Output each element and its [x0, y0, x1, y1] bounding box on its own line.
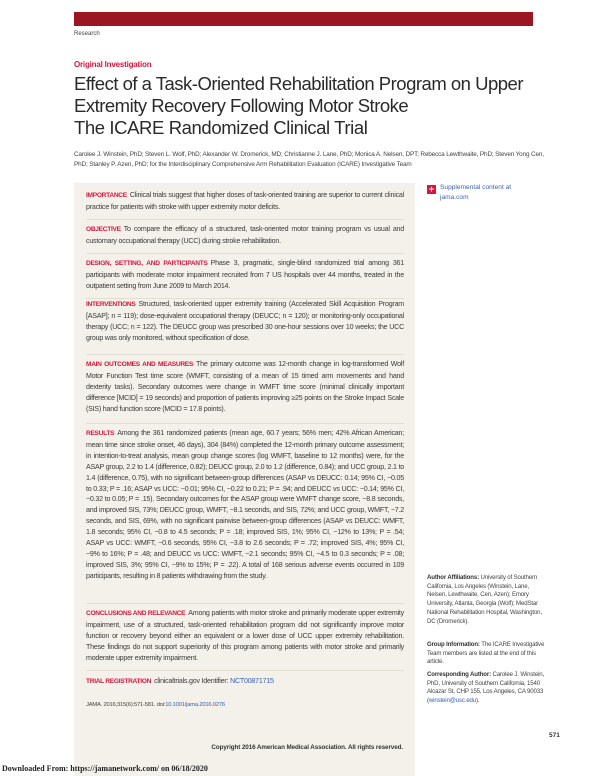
- corr-end: ).: [476, 697, 480, 705]
- divider: [86, 670, 404, 671]
- abstract-interventions: [86, 299, 404, 344]
- section-label: MAIN OUTCOMES AND MEASURES: [86, 361, 194, 368]
- corr-text: Carolee J. Winstein, PhD, University of Southern California, 1540 Alcazar St, CHP 155, Los Angeles, CA 90033 (: [427, 671, 545, 705]
- article-type: Original Investigation: [74, 60, 152, 69]
- author-list: Carolee J. Winstein, PhD; Steven L. Wolf, PhD; Alexander W. Dromerick, MD; Christianne J. Lane, PhD; Monica A. Nelsen, DPT; Rebecca Lewthwaite, PhD; Steven Yong Cen, PhD; Stanley P. Azen, PhD; for the Interdisciplinary Comprehensive Arm Rehabilitation Evaluation (ICARE) Investigative Team: [74, 151, 544, 168]
- section-label: IMPORTANCE: [86, 192, 127, 199]
- section-label: DESIGN, SETTING, AND PARTICIPANTS: [86, 260, 208, 267]
- abstract-registration: [86, 676, 404, 688]
- doi-link[interactable]: 10.1001/jama.2016.0276: [165, 702, 225, 708]
- section-label: INTERVENTIONS: [86, 301, 136, 308]
- download-notice: Downloaded From: https://jamanetwork.com/ on 06/18/2020: [2, 764, 208, 773]
- plus-icon: +: [428, 184, 435, 194]
- affiliations-label: Author Affiliations:: [427, 574, 479, 581]
- citation: [86, 702, 225, 708]
- section-text: Among patients with motor stroke and primarily moderate upper extremity impairment, use of a structured, task-oriented rehabilitation program did not significantly improve motor function or recovery beyond either an equivalent or a lower dose of UCC upper extremity rehabilitation. These findings do not support superiority of this program among patients with motor stroke and primarily moderate upper extremity impairment.: [86, 609, 404, 662]
- section-text: To compare the efficacy of a structured, task-oriented motor training program vs usual and customary occupational therapy (UCC) during stroke rehabilitation.: [86, 225, 404, 245]
- abstract-conclusions: [86, 608, 404, 664]
- abstract-outcomes: [86, 359, 404, 415]
- affiliations-text: University of Southern California, Los Angeles (Winstein, Lane, Nelsen, Lewthwaite, Cen, Azen); Emory University, Atlanta, Georgia (Wolf); MedStar National Rehabilitation Hospital, Washington, DC (Dromerick).: [427, 574, 542, 625]
- group-text: The ICARE Investigative Team members are listed at the end of this article.: [427, 641, 545, 666]
- group-information: [427, 641, 547, 667]
- trial-id-link[interactable]: NCT00871715: [230, 677, 274, 685]
- section-label: TRIAL REGISTRATION: [86, 678, 152, 685]
- section-text: The primary outcome was 12-month change in log-transformed Wolf Motor Function Test time score (WMFT, consisting of a mean of 15 timed arm movements and hand dexterity tasks). Secondary outcomes were change in WMFT time score (minimal clinically important difference [MCID] = 19 seconds) and proportion of patients improving ≥25 points on the Stroke Impact Scale (SIS) hand function score (MCID = 17.8 points).: [86, 360, 404, 413]
- supplemental-link[interactable]: Supplemental content at jama.com: [440, 184, 512, 201]
- divider: [86, 354, 404, 355]
- section-label: RESULTS: [86, 430, 115, 437]
- email-link[interactable]: winstein@usc.edu: [428, 697, 477, 705]
- section-label: OBJECTIVE: [86, 226, 121, 233]
- section-text: clinicaltrials.gov Identifier:: [154, 677, 229, 685]
- divider: [86, 423, 404, 424]
- section-text: Phase 3, pragmatic, single-blind randomized trial among 361 participants with moderate motor impairment recruited from 7 US hospitals over 44 months, treated in the outpatient setting from June 2009 to March 2014.: [86, 259, 405, 290]
- author-affiliations: [427, 574, 547, 626]
- group-label: Group Information:: [427, 641, 480, 648]
- section-label: CONCLUSIONS AND RELEVANCE: [86, 610, 186, 617]
- divider: [86, 603, 404, 604]
- corresponding-author: [427, 671, 547, 706]
- abstract-objective: [86, 224, 404, 247]
- section-text: Clinical trials suggest that higher doses of task-oriented training are superior to current clinical practice for patients with stroke with upper extremity motor deficits.: [86, 191, 404, 211]
- abstract-importance: [86, 190, 404, 213]
- citation-text: JAMA. 2016;315(6):571-581. doi:: [86, 702, 166, 708]
- page-number: 571: [549, 732, 560, 739]
- abstract-design: [86, 258, 404, 292]
- section-text: Among the 361 randomized patients (mean age, 60.7 years; 56% men; 42% African American; mean time since stroke onset, 46 days), 304 (84%) completed the 12-month primary outcome assessment; in intention-to-treat analysis, mean group change scores (log WMFT, baseline to 12 months) were, for the ASAP group, 2.2 to 1.4 (difference, 0.82); DEUCC group, 2.0 to 1.2 (difference, 0.84); and UCC group, 2.1 to 1.4 (difference, 0.75), with no significant between-group differences (ASAP vs DEUCC: 0.14; 95% CI, −0.05 to 0.33; P = .16; ASAP vs UCC: −0.01; 95% CI, −0.22 to 0.21; P = .94; and DEUCC vs UCC: −0.14; 95% CI, −0.32 to 0.05; P = .15). Secondary outcomes for the ASAP group were WMFT change score, −8.8 seconds, and improved SIS, 73%; DEUCC group, WMFT, −8.1 seconds, and SIS, 72%; and UCC group, WMFT, −7.2 seconds, and SIS, 69%, with no significant pairwise between-group differences (ASAP vs DEUCC: WMFT, 1.8 seconds; 95% CI, −0.8 to 4.5 seconds; P = .18; improved SIS, 1%; 95% CI, −12% to 13%; P = .54; ASAP vs UCC: WMFT, −0.6 seconds, 95% CI, −3.8 to 2.6 seconds; P = .72; improved SIS, 4%; 95% CI, −9% to 16%; P = .48; and DEUCC vs UCC: WMFT, −2.1 seconds; 95% CI, −4.5 to 0.3 seconds; P = .08; improved SIS, 3%; 95% CI, −9% to 15%; P = .22). A total of 168 serious adverse events occurred in 109 participants, resulting in 8 patients withdrawing from the study.: [86, 429, 404, 580]
- article-subtitle: The ICARE Randomized Clinical Trial: [74, 117, 368, 138]
- abstract-results: [86, 428, 404, 582]
- divider: [86, 253, 404, 254]
- article-title: Effect of a Task-Oriented Rehabilitation Program on Upper Extremity Recovery Following Motor Stroke: [74, 73, 523, 116]
- copyright: Copyright 2016 American Medical Association. All rights reserved.: [211, 744, 403, 751]
- divider: [86, 219, 404, 220]
- header-bar: [74, 12, 533, 26]
- section-label: Research: [74, 31, 100, 37]
- corr-label: Corresponding Author:: [427, 671, 491, 678]
- section-text: Structured, task-oriented upper extremity training (Accelerated Skill Acquisition Program [ASAP]; n = 119); dose-equivalent occupational therapy (DEUCC; n = 120); or monitoring-only occupational therapy (UCC; n = 122). The DEUCC group was prescribed 30 one-hour sessions over 10 weeks; the UCC group was only monitored, without specification of dose.: [86, 300, 404, 342]
